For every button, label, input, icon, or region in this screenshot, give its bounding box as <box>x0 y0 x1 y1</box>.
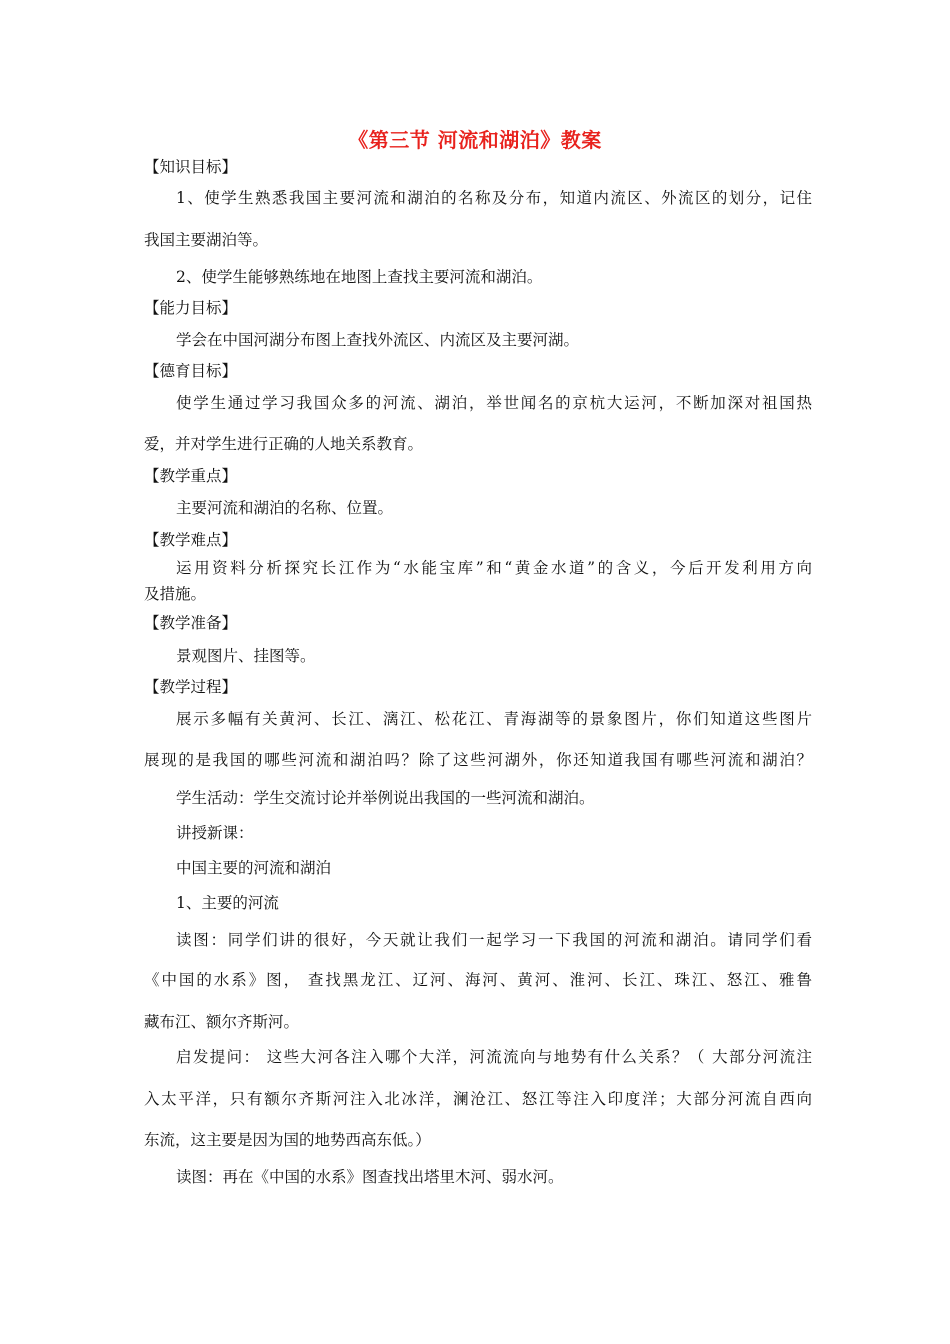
paragraph-line: 读图：同学们讲的很好，今天就让我们一起学习一下我国的河流和湖泊。请同学们看 <box>176 931 812 949</box>
paragraph-line: 启发提问： 这些大河各注入哪个大洋，河流流向与地势有什么关系？（ 大部分河流注 <box>176 1048 812 1066</box>
paragraph-line: 2、使学生能够熟练地在地图上查找主要河流和湖泊。 <box>176 268 543 286</box>
section-heading-ability-goals: 【能力目标】 <box>144 299 238 317</box>
paragraph-line: 主要河流和湖泊的名称、位置。 <box>176 499 394 517</box>
section-heading-process: 【教学过程】 <box>144 678 238 696</box>
paragraph-line: 使学生通过学习我国众多的河流、湖泊，举世闻名的京杭大运河，不断加深对祖国热 <box>176 394 812 412</box>
paragraph-line: 入太平洋，只有额尔齐斯河注入北冰洋，澜沧江、怒江等注入印度洋；大部分河流自西向 <box>144 1090 812 1108</box>
paragraph-line: 展示多幅有关黄河、长江、漓江、松花江、青海湖等的景象图片，你们知道这些图片 <box>176 710 812 728</box>
paragraph-line: 学生活动：学生交流讨论并举例说出我国的一些河流和湖泊。 <box>176 789 595 807</box>
paragraph-line: 及措施。 <box>144 585 207 603</box>
section-heading-moral-goals: 【德育目标】 <box>144 362 238 380</box>
section-heading-knowledge-goals: 【知识目标】 <box>144 158 238 176</box>
section-heading-key-points: 【教学重点】 <box>144 467 238 485</box>
paragraph-line: 学会在中国河湖分布图上查找外流区、内流区及主要河湖。 <box>176 331 580 349</box>
section-heading-difficulties: 【教学难点】 <box>144 531 238 549</box>
paragraph-line: 讲授新课： <box>176 824 254 842</box>
paragraph-line: 东流，这主要是因为国的地势西高东低。） <box>144 1131 431 1149</box>
paragraph-line: 景观图片、挂图等。 <box>176 647 316 665</box>
paragraph-line: 《中国的水系》图， 查找黑龙江、辽河、海河、黄河、淮河、长江、珠江、怒江、雅鲁 <box>144 971 812 989</box>
paragraph-line: 读图：再在《中国的水系》图查找出塔里木河、弱水河。 <box>176 1168 564 1186</box>
paragraph-line: 1、主要的河流 <box>176 894 279 912</box>
paragraph-line: 中国主要的河流和湖泊 <box>176 859 332 877</box>
document-title: 《第三节 河流和湖泊》教案 <box>348 128 602 152</box>
paragraph-line: 藏布江、额尔齐斯河。 <box>144 1013 300 1031</box>
section-heading-preparation: 【教学准备】 <box>144 614 238 632</box>
paragraph-line: 爱，并对学生进行正确的人地关系教育。 <box>144 435 424 453</box>
paragraph-line: 运用资料分析探究长江作为“水能宝库”和“黄金水道”的含义，今后开发利用方向 <box>176 559 812 577</box>
paragraph-line: 1、使学生熟悉我国主要河流和湖泊的名称及分布，知道内流区、外流区的划分，记住 <box>176 189 812 207</box>
paragraph-line: 展现的是我国的哪些河流和湖泊吗？除了这些河湖外，你还知道我国有哪些河流和湖泊？ <box>144 751 812 769</box>
paragraph-line: 我国主要湖泊等。 <box>144 231 269 249</box>
